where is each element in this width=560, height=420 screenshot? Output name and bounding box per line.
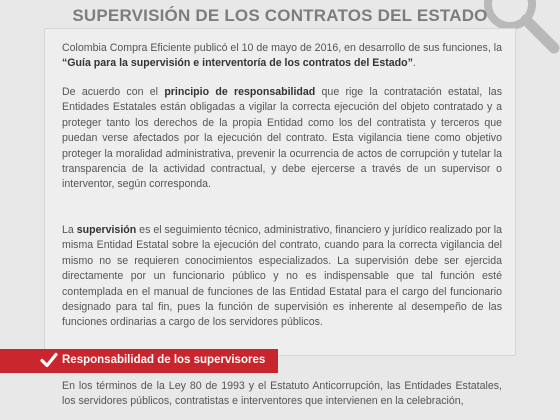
supervision-term: supervisión — [76, 224, 137, 236]
checkmark-icon — [40, 351, 58, 369]
section-heading: Responsabilidad de los supervisores — [62, 354, 266, 366]
intro-paragraph: Colombia Compra Eficiente publicó el 10 de mayo de 2016, en desarrollo de sus funciones, la “Guía para la supervisión e interventoría de los contratos del Estado”. — [62, 42, 502, 70]
supervision-paragraph: La supervisión es el seguimiento técnico, administrativo, financiero y jurídico realizado por la misma Entidad Estatal sobre la ejecución del contrato, cuando para la correcta vigilancia del mismo no se requieren conocimientos especializados. La supervisión debe ser ejercida directamente por un funcionario público y no es indispensable que tal función esté contemplada en el manual de funciones de las Entidad Estatal para el cargo del funcionario designado para tal fin, pues la función de supervisión es inherente al desempeño de las funciones ordinarias a cargo de los servidores públicos. — [62, 224, 502, 329]
page-title: SUPERVISIÓN DE LOS CONTRATOS DEL ESTADO — [72, 6, 488, 25]
responsibility-term: principio de responsabilidad — [164, 86, 316, 98]
guide-title: “Guía para la supervisión e interventoría de los contratos del Estado” — [62, 57, 413, 70]
responsibility-paragraph: De acuerdo con el principio de responsabilidad que rige la contratación estatal, las Entidades Estatales están obligadas a vigilar la correcta ejecución del objeto contratado y a proteger tanto los derechos de la propia Entidad como los del contratista y terceros que puedan verse afectados por la ejecución del contrato. Esta vigilancia tiene como objetivo proteger la moralidad administrativa, prevenir la ocurrencia de actos de corrupción y tutelar la transparencia de la actividad contractual, y debe ejercerse a través de un supervisor o interventor, según corresponda. — [62, 86, 502, 191]
footer-paragraph: En los términos de la Ley 80 de 1993 y el Estatuto Anticorrupción, las Entidades Estatales, los servidores públicos, contratistas e interventores que intervienen en la celebración, — [62, 380, 502, 408]
